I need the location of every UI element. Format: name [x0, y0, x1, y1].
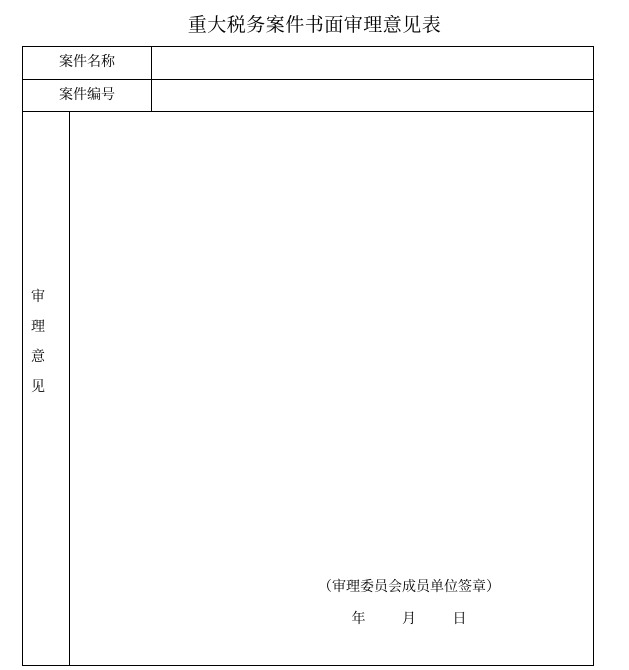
opinion-label: [23, 282, 53, 402]
case-number-field[interactable]: [152, 80, 593, 111]
date-month-label: 月: [402, 611, 416, 627]
case-name-field[interactable]: [152, 47, 593, 79]
opinion-label-char: 意: [31, 349, 45, 365]
case-number-label: 案件编号: [59, 87, 115, 103]
signature-date: [299, 609, 519, 629]
date-year-label: 年: [351, 611, 366, 627]
date-day-label: 日: [452, 611, 467, 627]
opinion-label-char: 理: [31, 319, 45, 335]
opinion-label-char: 审: [31, 289, 45, 305]
opinion-label-cell: [23, 112, 69, 665]
opinion-label-char: 见: [31, 379, 45, 395]
signature-note: （审理委员会成员单位签章）: [318, 579, 500, 595]
review-opinion-form: [22, 46, 594, 666]
case-name-label: 案件名称: [59, 54, 115, 70]
document-title: 重大税务案件书面审理意见表: [187, 14, 442, 36]
column-divider-top: [151, 47, 152, 111]
